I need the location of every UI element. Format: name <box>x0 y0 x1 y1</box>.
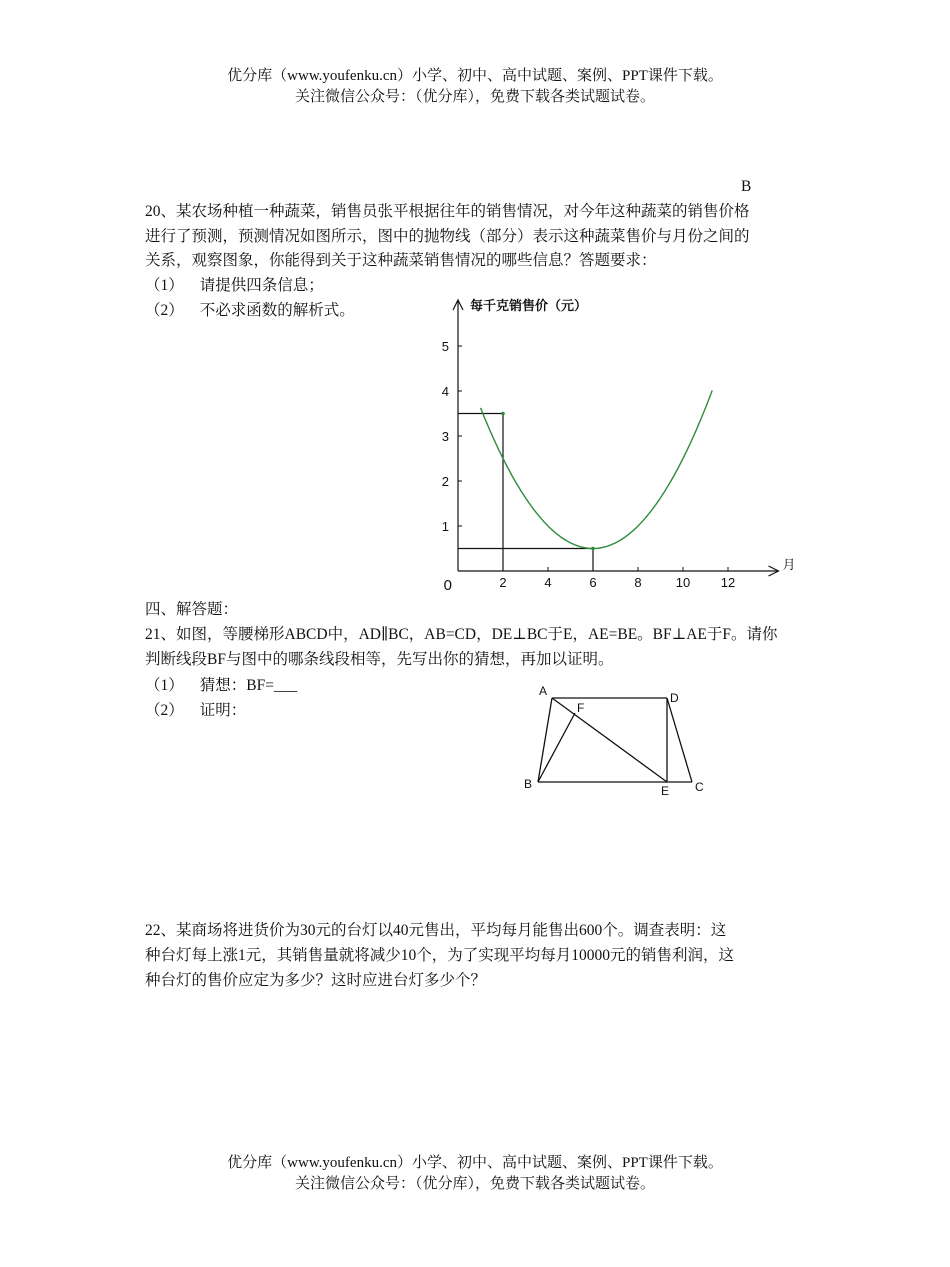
segment-cd <box>667 698 692 782</box>
q20-line-3: 关系，观察图象，你能得到关于这种蔬菜销售情况的哪些信息？答题要求： <box>145 252 657 269</box>
q21-line-1: 21、如图，等腰梯形ABCD中，AD∥BC，AB=CD，DE⊥BC于E，AE=BE。BF⊥AE于F。请你 <box>145 626 778 643</box>
y-tick-label: 2 <box>441 474 449 489</box>
point-label-a: A <box>539 684 548 698</box>
q21-item2-number: （2） <box>145 702 184 719</box>
guide-point-2 <box>458 549 593 572</box>
parabola-curve <box>481 391 713 549</box>
origin-label: 0 <box>443 577 452 594</box>
header-line-1: 优分库（www.youfenku.cn）小学、初中、高中试题、案例、PPT课件下载。 <box>227 68 723 84</box>
q20-req2-number: （2） <box>145 302 184 319</box>
q21-item-1 <box>145 673 297 698</box>
y-tick-label: 3 <box>441 429 449 444</box>
q21-item2-text: 证明： <box>199 702 247 719</box>
q21-item1-text: 猜想：BF= <box>199 677 274 694</box>
q20-line-2: 进行了预测，预测情况如图所示，图中的抛物线（部分）表示这种蔬菜售价与月份之间的 <box>145 228 750 245</box>
stray-letter: B <box>741 178 752 195</box>
footer-line-2: 关注微信公众号：（优分库），免费下载各类试题试卷。 <box>294 1176 655 1192</box>
q20-requirement-1 <box>145 273 324 298</box>
y-tick-label: 5 <box>441 339 449 354</box>
point-label-d: D <box>670 691 679 705</box>
point-label-c: C <box>695 780 704 794</box>
point-label-e: E <box>661 784 670 798</box>
trapezoid-figure <box>515 680 715 800</box>
chart-title: 每千克销售价（元） <box>470 298 588 313</box>
q21-line-2: 判断线段BF与图中的哪条线段相等，先写出你的猜想，再加以证明。 <box>145 651 614 668</box>
x-tick-label: 2 <box>499 575 507 590</box>
footer-line-1: 优分库（www.youfenku.cn）小学、初中、高中试题、案例、PPT课件下载。 <box>227 1155 723 1171</box>
q22-line-1: 22、某商场将进货价为30元的台灯以40元售出，平均每月能售出600个。调查表明：这 <box>145 922 727 939</box>
price-parabola-chart <box>430 290 800 595</box>
x-axis-label: 月 <box>782 557 796 572</box>
x-tick-label: 4 <box>544 575 552 590</box>
x-tick-label: 12 <box>720 575 736 590</box>
q22-line-2: 种台灯每上涨1元，其销售量就将减少10个，为了实现平均每月10000元的销售利润，这 <box>145 947 735 964</box>
x-tick-label: 10 <box>675 575 691 590</box>
x-tick-label: 6 <box>589 575 597 590</box>
answer-blank[interactable]: ___ <box>273 677 298 694</box>
q20-req1-number: （1） <box>145 277 184 294</box>
header-line-2: 关注微信公众号：（优分库），免费下载各类试题试卷。 <box>294 89 655 105</box>
page-footer <box>0 1153 950 1195</box>
q20-line-1: 20、某农场种植一种蔬菜，销售员张平根据往年的销售情况，对今年这种蔬菜的销售价格 <box>145 203 750 220</box>
q20-req2-text: 不必求函数的解析式。 <box>199 302 355 319</box>
segment-ae <box>552 698 667 782</box>
x-tick-label: 8 <box>634 575 642 590</box>
y-tick-label: 1 <box>441 519 449 534</box>
q20-req1-text: 请提供四条信息； <box>199 277 324 294</box>
marked-point-1 <box>501 412 505 416</box>
q21-item-2 <box>145 698 246 723</box>
point-label-f: F <box>577 701 585 715</box>
guide-point-1 <box>458 414 503 572</box>
section-4-title: 四、解答题： <box>145 601 239 618</box>
marked-point-2 <box>591 547 595 551</box>
q22-line-3: 种台灯的售价应定为多少？这时应进台灯多少个？ <box>145 972 487 989</box>
q21-item1-number: （1） <box>145 677 184 694</box>
q20-requirement-2 <box>145 298 355 323</box>
page-header <box>0 66 950 108</box>
point-label-b: B <box>524 777 533 791</box>
y-tick-label: 4 <box>441 384 449 399</box>
